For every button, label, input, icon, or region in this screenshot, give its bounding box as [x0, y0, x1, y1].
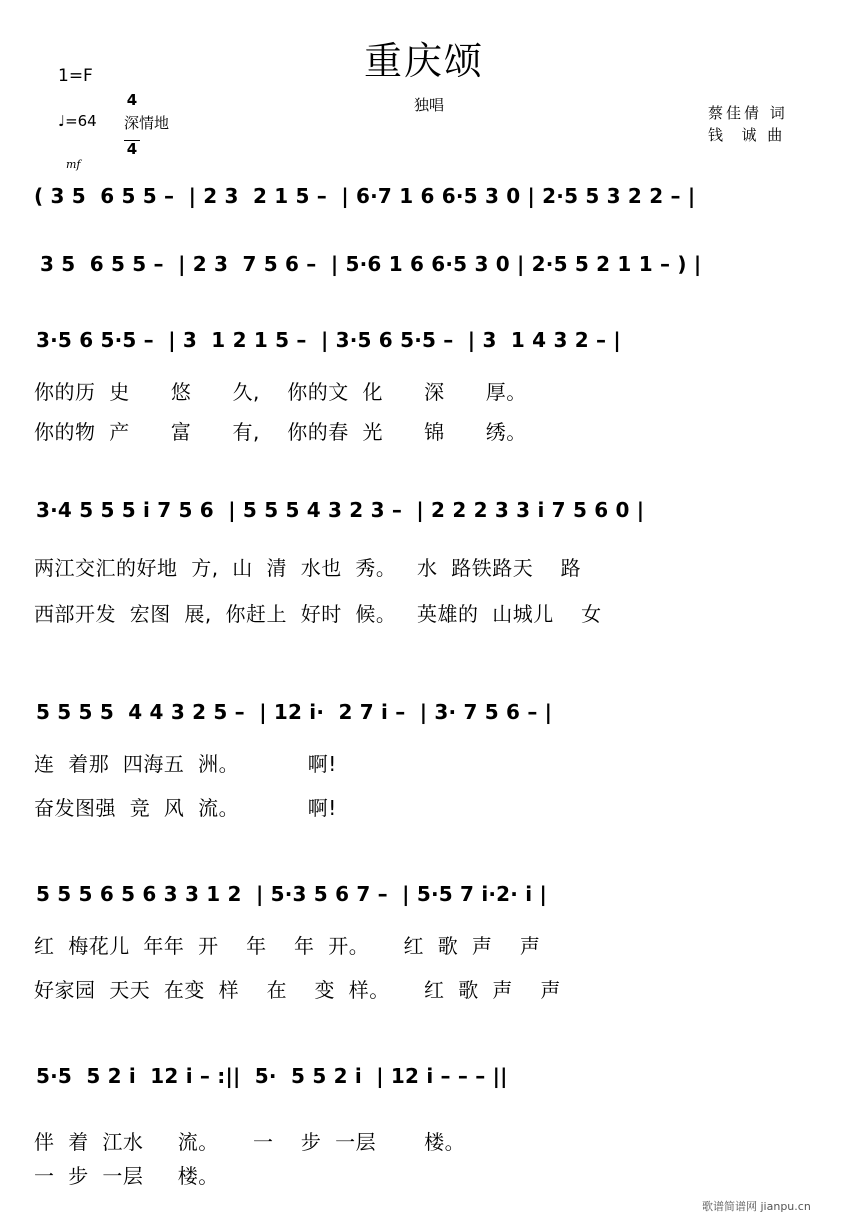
lyrics-system-4-verse-2: 西部开发 宏图 展, 你赶上 好时 候。 英雄的 山城儿 女: [34, 602, 602, 626]
lyrics-system-6-verse-1: 红 梅花儿 年年 开 年 年 开。 红 歌 声 声: [34, 934, 541, 958]
time-sig-numerator: 4: [126, 91, 138, 109]
notation-system-7: 5·5 5 2 i 12 i – :|| 5· 5 5 2 i | 12 i – – – ||: [36, 1064, 508, 1088]
lyrics-system-7-verse-1: 伴 着 江水 流。 一 步 一层 楼。: [34, 1130, 466, 1154]
notation-system-4: 3·4 5 5 5 i 7 5 6 | 5 5 5 4 3 2 3 – | 2 2 2 3 3 i 7 5 6 0 |: [36, 498, 645, 522]
key-signature: 1=F: [58, 66, 93, 86]
lyrics-system-4-verse-1: 两江交汇的好地 方, 山 清 水也 秀。 水 路铁路天 路: [34, 556, 582, 580]
song-title: 重庆颂: [363, 39, 484, 83]
lyrics-system-5-verse-2: 奋发图强 竞 风 流。 啊!: [34, 796, 337, 820]
notation-system-3: 3·5 6 5·5 – | 3 1 2 1 5 – | 3·5 6 5·5 – | 3 1 4 3 2 – |: [36, 328, 621, 352]
notation-system-6: 5 5 5 6 5 6 3 3 1 2 | 5·3 5 6 7 – | 5·5 7 i·2· i |: [36, 882, 547, 906]
notation-system-5: 5 5 5 5 4 4 3 2 5 – | 12 i· 2 7 i – | 3· 7 5 6 – |: [36, 700, 553, 724]
dynamic-mark: mf: [66, 158, 81, 171]
composer-credit: 钱 诚 曲: [708, 126, 786, 144]
performance-type: 独唱: [414, 96, 445, 114]
lyrics-system-7-verse-2: 一 步 一层 楼。: [34, 1164, 219, 1188]
watermark: 歌谱简谱网 jianpu.cn: [702, 1200, 811, 1213]
tempo-mark: ♩=64: [58, 112, 97, 130]
notation-system-2: 3 5 6 5 5 – | 2 3 7 5 6 – | 5·6 1 6 6·5 3 0 | 2·5 5 2 1 1 – ) |: [40, 252, 702, 276]
lyrics-system-5-verse-1: 连 着那 四海五 洲。 啊!: [34, 752, 337, 776]
lyrics-system-3-verse-1: 你的历 史 悠 久, 你的文 化 深 厚。: [34, 380, 527, 404]
lyrics-system-6-verse-2: 好家园 天天 在变 样 在 变 样。 红 歌 声 声: [34, 978, 561, 1002]
lyricist-credit: 蔡佳倩 词: [708, 104, 788, 122]
lyrics-system-3-verse-2: 你的物 产 富 有, 你的春 光 锦 绣。: [34, 420, 527, 444]
notation-system-1: ( 3 5 6 5 5 – | 2 3 2 1 5 – | 6·7 1 6 6·5 3 0 | 2·5 5 3 2 2 – |: [34, 184, 696, 208]
expression-mark: 深情地: [124, 114, 170, 132]
time-sig-denominator: 4: [124, 140, 140, 157]
